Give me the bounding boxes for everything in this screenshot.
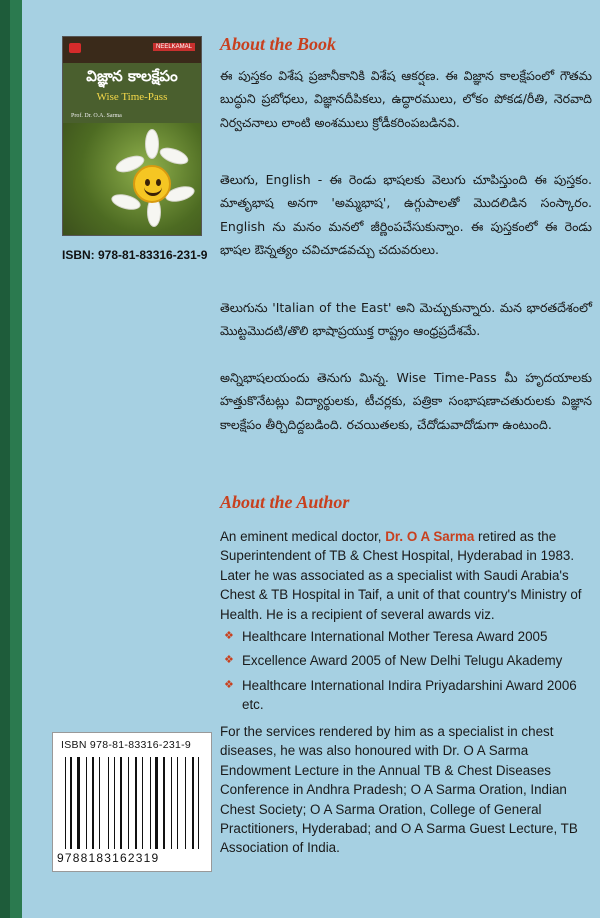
thumbnail-publisher: NEELKAMAL	[153, 43, 195, 51]
isbn-label: ISBN: 978-81-83316-231-9	[62, 248, 208, 262]
barcode-number: 9788183162319	[57, 851, 160, 865]
award-item	[220, 627, 596, 646]
thumbnail-subtitle: Wise Time-Pass	[96, 91, 168, 103]
daisy-petal-icon	[145, 129, 159, 159]
award-item	[220, 676, 596, 715]
barcode-bars	[65, 757, 203, 849]
thumbnail-artwork	[63, 123, 201, 236]
about-book-paragraph-2: తెలుగు, English - ఈ రెండు భాషలకు వెలుగు చూపిస్తుంది ఈ పుస్తకం. మాతృభాష అనగా 'అమ్మభాష', ఉగ్గుపాలతో మొదలిడిన సంస్కారం. English ను మనం మనలో జీర్ణింపచేసుకున్నాం. ఈ పుస్తకంలో ఈ రెండు భాషల ఔన్నత్యం చవిచూడవచ్చు చదువరులు.	[220, 172, 592, 257]
award-text: Excellence Award 2005 of New Delhi Telugu Akademy	[242, 653, 563, 669]
diamond-bullet-icon: ❖	[224, 678, 234, 691]
thumbnail-title: విజ్ఞాన కాలక్షేపం	[86, 67, 178, 85]
awards-list	[220, 627, 596, 720]
author-name: Dr. O A Sarma	[385, 529, 475, 544]
author-intro	[220, 527, 596, 624]
diamond-bullet-icon: ❖	[224, 630, 234, 642]
thumbnail-author: Prof. Dr. O.A. Sarma	[71, 113, 122, 119]
award-text: Healthcare International Mother Teresa Award 2005	[242, 629, 548, 644]
about-book-paragraph-3: తెలుగును 'Italian of the East' అని మెచ్చుకున్నారు. మన భారతదేశంలో మొట్టమొదటి/తొలి భాషాప్రయుక్త రాష్ట్రం ఆంధ్రప్రదేశమే.	[220, 300, 592, 339]
about-book-heading: About the Book	[220, 34, 337, 54]
author-intro-pre: An eminent medical doctor,	[220, 529, 386, 544]
book-cover-thumbnail	[62, 36, 202, 236]
diamond-bullet-icon: ❖	[224, 654, 234, 667]
author-intro-post: retired as the Superintendent of TB & Chest Hospital, Hyderabad in 1983. Later he was associated as a specialist with Saudi Arabia's Chest & TB Hospital in Taif, a unit of that country's Ministry of Health. He is a recipient of several awards viz.	[220, 529, 582, 622]
smiley-face-icon	[133, 165, 171, 203]
barcode	[52, 732, 212, 872]
publisher-logo-icon	[69, 43, 81, 53]
award-item	[220, 651, 596, 670]
author-closing: For the services rendered by him as a specialist in chest diseases, he was also honoured with Dr. O A Sarma Endowment Lecture in the Annual TB & Chest Diseases Conference in Andhra Pradesh; O A Sarma Oration, Indian Chest Society; O A Sarma Oration, College of General Practitioners, Hyderabad; and O A Sarma Guest Lecture, TB Association of India.	[220, 724, 578, 856]
award-text: Healthcare International Indira Priyadarshini Award 2006 etc.	[242, 677, 577, 713]
about-book-paragraph-4: అన్నిభాషలయందు తెనుగు మిన్న. Wise Time-Pass మీ హృదయాలకు హత్తుకొనేటట్లు విద్యార్థులకు, టీచర్లకు, పత్రికా సంభాషణాచతురులకు విజ్ఞాన కాలక్షేపం తీర్చిదిద్దబడింది. రచయితలకు, చేదోడువాదోడుగా ఉంటుంది.	[220, 370, 592, 432]
about-book-paragraph-1: ఈ పుస్తకం విశేష ప్రజానీకానికి విశేష ఆకర్షణ. ఈ విజ్ఞాన కాలక్షేపంలో గౌతమ బుద్ధుని ప్రబోధలు, విజ్ఞానదీపికలు, ఉద్ధారములు, లోకం పోకడ/రీతి, నెరవాది నిర్వచనాలు లాంటి అంశములు క్రోడీకరింపబడినవి.	[220, 68, 592, 130]
barcode-isbn: ISBN 978-81-83316-231-9	[61, 739, 192, 751]
about-author-heading: About the Author	[220, 492, 350, 512]
